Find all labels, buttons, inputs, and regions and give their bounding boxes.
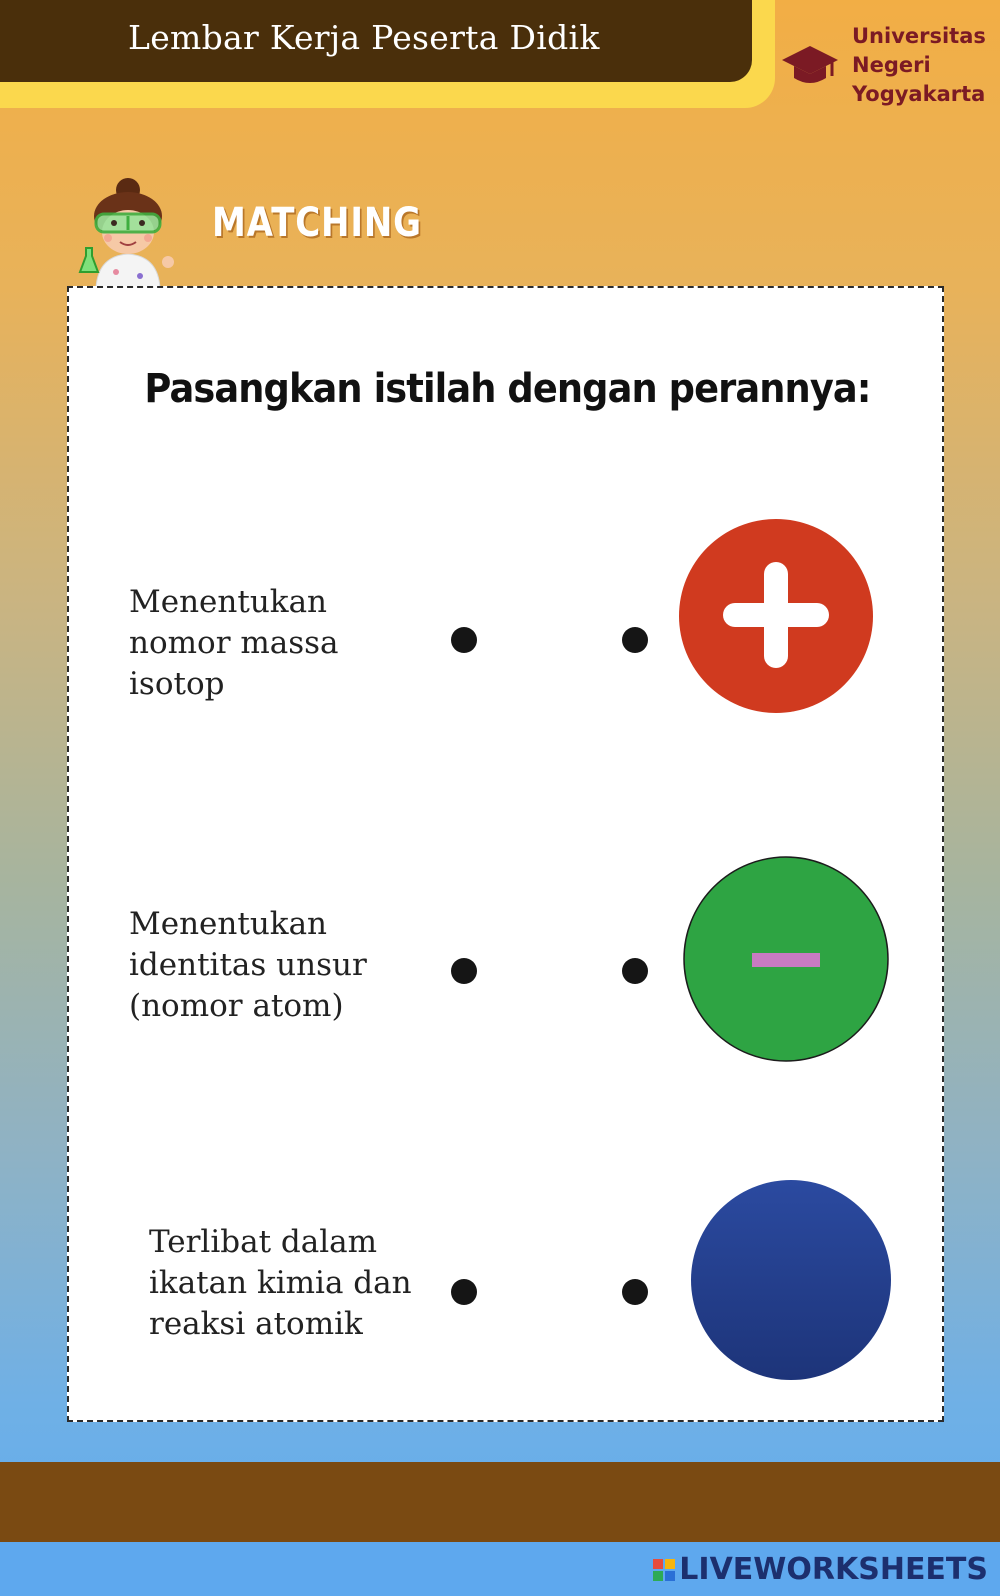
term-3-line-2: ikatan kimia dan (149, 1265, 412, 1301)
minus-circle-icon (683, 856, 889, 1062)
liveworksheets-logo-icon (653, 1559, 675, 1581)
term-1-connector-dot[interactable] (451, 627, 477, 653)
footer-bar (0, 1462, 1000, 1542)
term-2-line-3: (nomor atom) (129, 988, 344, 1024)
brand-text: LIVEWORKSHEETS (679, 1552, 988, 1587)
matching-card (67, 286, 944, 1422)
target-2-connector-dot[interactable] (622, 958, 648, 984)
logo-line-1: Universitas (852, 24, 986, 48)
target-3-connector-dot[interactable] (622, 1279, 648, 1305)
term-2-line-2: identitas unsur (129, 947, 367, 983)
logo-line-2: Negeri (852, 53, 931, 77)
term-3-line-1: Terlibat dalam (149, 1224, 378, 1260)
term-2-line-1: Menentukan (129, 906, 328, 942)
term-3-line-3: reaksi atomik (149, 1306, 363, 1342)
section-title: MATCHING (212, 200, 422, 246)
term-2 (129, 904, 367, 1027)
term-1-line-1: Menentukan (129, 584, 328, 620)
plus-circle-icon (678, 518, 874, 714)
graduation-cap-icon (780, 42, 840, 90)
page-title: Lembar Kerja Peserta Didik (128, 18, 600, 57)
term-1-line-2: nomor massa (129, 625, 339, 661)
term-3-connector-dot[interactable] (451, 1279, 477, 1305)
term-1 (129, 582, 339, 705)
logo-line-3: Yogyakarta (852, 82, 986, 106)
blue-circle-icon (691, 1180, 891, 1380)
instruction-heading: Pasangkan istilah dengan perannya: (144, 366, 871, 412)
target-1-connector-dot[interactable] (622, 627, 648, 653)
term-3 (149, 1222, 412, 1345)
term-1-line-3: isotop (129, 666, 225, 702)
liveworksheets-brand[interactable] (653, 1552, 988, 1587)
university-logo-text (852, 22, 986, 109)
scientist-mascot-icon (76, 176, 180, 288)
term-2-connector-dot[interactable] (451, 958, 477, 984)
